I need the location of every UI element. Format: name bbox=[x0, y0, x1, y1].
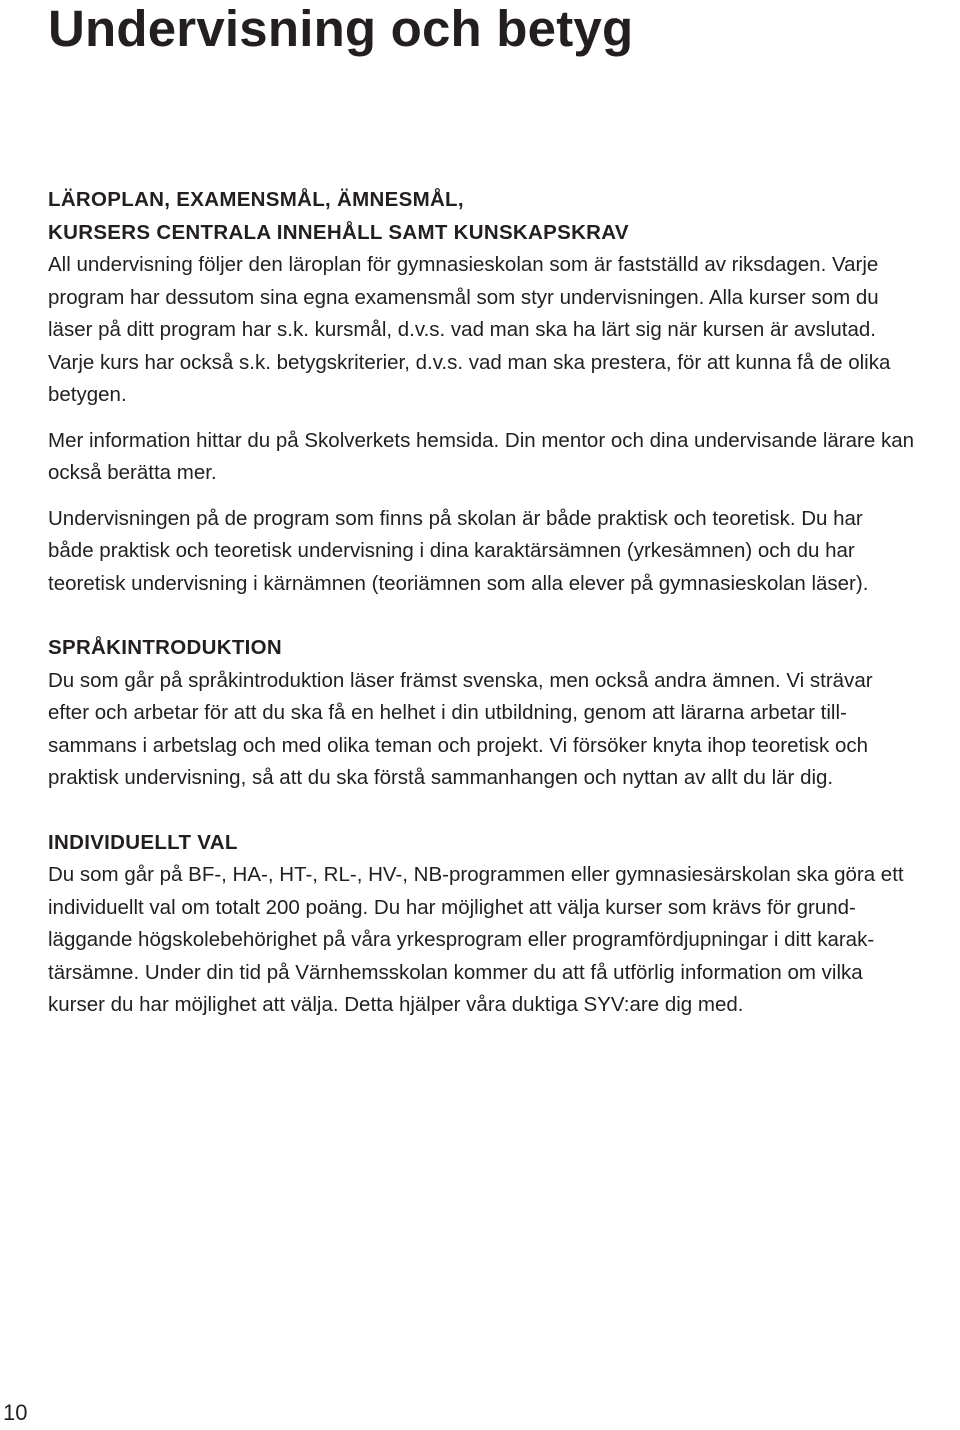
section-individuellt-val bbox=[48, 827, 914, 1022]
section-heading-sprakintroduktion: SPRÅKINTRODUKTION bbox=[48, 636, 283, 659]
section-heading-individuellt-val: INDIVIDUELLT VAL bbox=[48, 830, 238, 854]
section-heading-line-1: LÄROPLAN, EXAMENSMÅL, ÄMNESMÅL, bbox=[48, 188, 464, 211]
section-sprakintroduktion bbox=[48, 632, 914, 795]
page-title: Undervisning och betyg bbox=[48, 0, 634, 57]
body-paragraph: Undervisningen på de program som finns på skolan är både praktisk och teoretisk. Du har både praktisk och teoretisk undervisning i dina karaktärsämnen (yrkesämnen) och du har teoretisk undervisning i kärnämnen (teoriämnen som alla elever på gymnasieskolan läser). bbox=[48, 506, 869, 595]
main-content bbox=[48, 184, 914, 1022]
page-number: 10 bbox=[3, 1400, 28, 1425]
body-paragraph: Du som går på språkintroduktion läser främst svenska, men också andra ämnen. Vi strävar efter och arbetar för att du ska få en helhet i din utbildning, genom att lärarna arbetar tillsammans i arbetslag och med olika teman och projekt. Vi försöker knyta ihop teoretisk och praktisk undervisning, så att du ska förstå sammanhangen och nyttan av allt du lär dig. bbox=[48, 668, 873, 789]
section-laroplan bbox=[48, 184, 914, 600]
body-paragraph: Mer information hittar du på Skolverkets hemsida. Din mentor och dina undervisande lärare kan också berätta mer. bbox=[48, 428, 914, 484]
body-paragraph: Du som går på BF-, HA-, HT-, RL-, HV-, NB-programmen eller gymnasiesärskolan ska göra ett individuellt val om totalt 200 poäng. Du har möjlighet att välja kurser som krävs för grundläggande högskolebehörighet på våra yrkesprogram eller programfördjupningar i ditt karaktärsämne. Under din tid på Värnhemsskolan kommer du att få utförlig information om vilka kurser du har möjlighet att välja. Detta hjälper våra duktiga SYV:are dig med. bbox=[48, 863, 904, 1016]
body-paragraph: All undervisning följer den läroplan för gymnasieskolan som är fastställd av riksdagen. Varje program har dessutom sina egna examensmål som styr undervisningen. Alla kurser som du läser på ditt program har s.k. kursmål, d.v.s. vad man ska ha lärt sig när kursen är avslutad. Varje kurs har också s.k. betygskriterier, d.v.s. vad man ska prestera, för att kunna få de olika betygen. bbox=[48, 253, 891, 406]
section-heading-line-2: KURSERS CENTRALA INNEHÅLL SAMT KUNSKAPSKRAV bbox=[48, 220, 629, 244]
section-heading-laroplan bbox=[48, 184, 914, 249]
